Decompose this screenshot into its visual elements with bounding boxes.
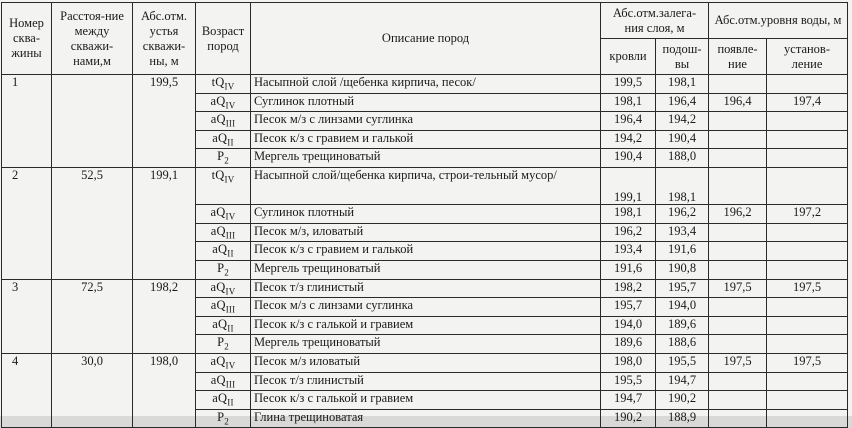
layer-age [196,409,251,428]
layer-sole: 188,6 [656,335,709,354]
layer-sole: 188,0 [656,149,709,168]
layer-sole: 188,9 [656,409,709,428]
table-row [2,75,848,94]
header-layer-group: Абс.отм.залега-ния слоя, м [601,3,709,39]
layer-age [196,223,251,242]
layer-sole: 190,8 [656,260,709,279]
layer-description: Насыпной слой /щебенка кирпича, песок/ [251,75,601,94]
layer-sole: 193,4 [656,223,709,242]
layer-steady [767,372,848,391]
layer-appear [709,130,767,149]
layer-age [196,260,251,279]
layer-age-index: aQ [210,205,226,220]
layer-description: Песок м/з с линзами суглинка [251,298,601,317]
layer-sole: 195,7 [656,279,709,298]
well-distance: 52,5 [52,167,133,279]
well-number: 2 [2,167,52,279]
layer-description: Глина трещиноватая [251,409,601,428]
layer-appear: 197,5 [709,353,767,372]
layer-roof: 189,6 [601,335,656,354]
layer-age-index: aQ [210,223,226,238]
layer-steady [767,335,848,354]
layer-age-index: tQ [211,167,225,182]
layer-description: Песок м/з с линзами суглинка [251,112,601,131]
well-abs-mouth: 199,5 [133,75,196,168]
layer-appear [709,149,767,168]
layer-appear [709,112,767,131]
layer-sole: 198,1 [656,167,709,204]
header-distance: Расстоя-ние между скважи-нами,м [52,3,133,75]
layer-steady [767,260,848,279]
layer-age-subscript: IV [224,174,235,185]
layer-appear [709,391,767,410]
layer-sole: 190,2 [656,391,709,410]
well-distance: 72,5 [52,279,133,353]
layer-age-subscript: II [227,248,234,259]
layer-age-index: aQ [212,391,228,406]
well-distance: 30,0 [52,353,133,427]
layer-steady: 197,5 [767,353,848,372]
layer-sole: 198,1 [656,75,709,94]
layer-roof: 198,1 [601,93,656,112]
layer-age-index: P [217,409,225,424]
layer-age [196,391,251,410]
layer-age [196,372,251,391]
layer-description: Песок к/з с галькой и гравием [251,391,601,410]
layer-roof: 196,2 [601,223,656,242]
layer-age [196,316,251,335]
layer-appear [709,260,767,279]
layer-age-index: aQ [210,372,226,387]
layer-age [196,112,251,131]
layer-roof: 193,4 [601,242,656,261]
log-body [2,75,848,428]
well-number: 1 [2,75,52,168]
layer-steady [767,223,848,242]
layer-sole: 194,7 [656,372,709,391]
layer-appear [709,298,767,317]
layer-age-subscript: IV [224,81,235,92]
layer-description: Суглинок плотный [251,93,601,112]
layer-age-subscript: II [227,323,234,334]
header-steady: установ-ление [767,39,848,75]
well-abs-mouth: 198,2 [133,279,196,353]
header-roof: кровли [601,39,656,75]
layer-appear [709,409,767,428]
layer-appear [709,223,767,242]
table-row [2,167,848,204]
layer-age-index: aQ [210,298,226,313]
layer-description: Мергель трещиноватый [251,260,601,279]
layer-steady [767,242,848,261]
layer-description: Мергель трещиноватый [251,149,601,168]
layer-roof: 195,5 [601,372,656,391]
header-water-group: Абс.отм.уровня воды, м [709,3,848,39]
well-number: 4 [2,353,52,427]
layer-appear: 196,4 [709,93,767,112]
layer-steady [767,149,848,168]
layer-roof: 190,4 [601,149,656,168]
layer-age-index: tQ [211,75,225,89]
layer-age-subscript: 2 [224,155,229,166]
layer-steady [767,167,848,204]
layer-age-index: aQ [210,353,226,368]
layer-age-index: P [217,260,225,275]
layer-age-index: aQ [212,130,228,145]
layer-roof: 191,6 [601,260,656,279]
layer-steady [767,298,848,317]
layer-appear: 197,5 [709,279,767,298]
layer-description: Песок м/з иловатый [251,353,601,372]
layer-appear [709,316,767,335]
layer-roof: 198,0 [601,353,656,372]
layer-appear [709,372,767,391]
layer-age-index: aQ [210,279,226,294]
layer-description: Песок к/з с галькой и гравием [251,316,601,335]
layer-description: Песок к/з с гравием и галькой [251,130,601,149]
layer-age [196,75,251,94]
layer-description: Песок м/з, иловатый [251,223,601,242]
layer-appear [709,242,767,261]
layer-steady [767,391,848,410]
layer-age [196,130,251,149]
layer-steady [767,75,848,94]
layer-age [196,353,251,372]
layer-sole: 195,5 [656,353,709,372]
layer-appear: 196,2 [709,205,767,224]
layer-age-subscript: IV [225,100,236,111]
header-appear: появле-ние [709,39,767,75]
layer-description: Мергель трещиноватый [251,335,601,354]
layer-age [196,149,251,168]
layer-age [196,242,251,261]
layer-steady [767,316,848,335]
layer-age-subscript: III [225,304,236,315]
layer-age-subscript: IV [225,286,236,297]
layer-roof: 199,1 [601,167,656,204]
header-age: Возраст пород [196,3,251,75]
layer-roof: 198,1 [601,205,656,224]
layer-roof: 195,7 [601,298,656,317]
layer-appear [709,335,767,354]
layer-steady [767,112,848,131]
layer-appear [709,167,767,204]
layer-sole: 190,4 [656,130,709,149]
layer-roof: 194,7 [601,391,656,410]
layer-age-index: P [217,149,225,164]
layer-steady: 197,4 [767,93,848,112]
header-sole: подош-вы [656,39,709,75]
layer-sole: 196,4 [656,93,709,112]
layer-roof: 190,2 [601,409,656,428]
layer-age-index: aQ [210,112,226,127]
layer-sole: 196,2 [656,205,709,224]
table-row [2,353,848,372]
layer-age-subscript: III [225,118,236,129]
layer-age [196,298,251,317]
layer-description: Песок к/з с гравием и галькой [251,242,601,261]
well-distance [52,75,133,168]
layer-roof: 199,5 [601,75,656,94]
layer-age-index: aQ [210,93,226,108]
layer-sole: 194,2 [656,112,709,131]
layer-roof: 198,2 [601,279,656,298]
well-number: 3 [2,279,52,353]
layer-age [196,279,251,298]
layer-sole: 189,6 [656,316,709,335]
header-abs-mouth: Абс.отм. устья скважи-ны, м [133,3,196,75]
layer-description: Песок т/з глинистый [251,279,601,298]
layer-age [196,335,251,354]
layer-roof: 194,2 [601,130,656,149]
layer-age-subscript: IV [225,360,236,371]
layer-steady [767,409,848,428]
header-description: Описание пород [251,3,601,75]
layer-age-index: aQ [212,316,228,331]
layer-age [196,93,251,112]
layer-age [196,167,251,204]
layer-age-index: P [217,335,225,350]
layer-age-subscript: III [225,230,236,241]
layer-appear [709,75,767,94]
layer-sole: 191,6 [656,242,709,261]
table-row [2,279,848,298]
layer-age [196,205,251,224]
layer-age-subscript: IV [225,211,236,222]
layer-steady [767,130,848,149]
layer-roof: 196,4 [601,112,656,131]
well-abs-mouth: 198,0 [133,353,196,427]
layer-age-subscript: III [225,379,236,389]
layer-age-subscript: 2 [224,267,229,278]
borehole-log-table [1,2,848,428]
layer-age-subscript: II [227,137,234,148]
layer-sole: 194,0 [656,298,709,317]
layer-steady: 197,2 [767,205,848,224]
layer-age-subscript: 2 [224,341,229,352]
layer-age-subscript: II [227,397,234,408]
well-abs-mouth: 199,1 [133,167,196,279]
layer-roof: 194,0 [601,316,656,335]
layer-description: Суглинок плотный [251,205,601,224]
layer-steady: 197,5 [767,279,848,298]
layer-age-index: aQ [212,242,228,257]
layer-description: Песок т/з глинистый [251,372,601,391]
layer-age-subscript: 2 [224,416,229,427]
layer-description: Насыпной слой/щебенка кирпича, строи-тельный мусор/ [251,167,601,204]
header-well-number: Номер сква-жины [2,3,52,75]
